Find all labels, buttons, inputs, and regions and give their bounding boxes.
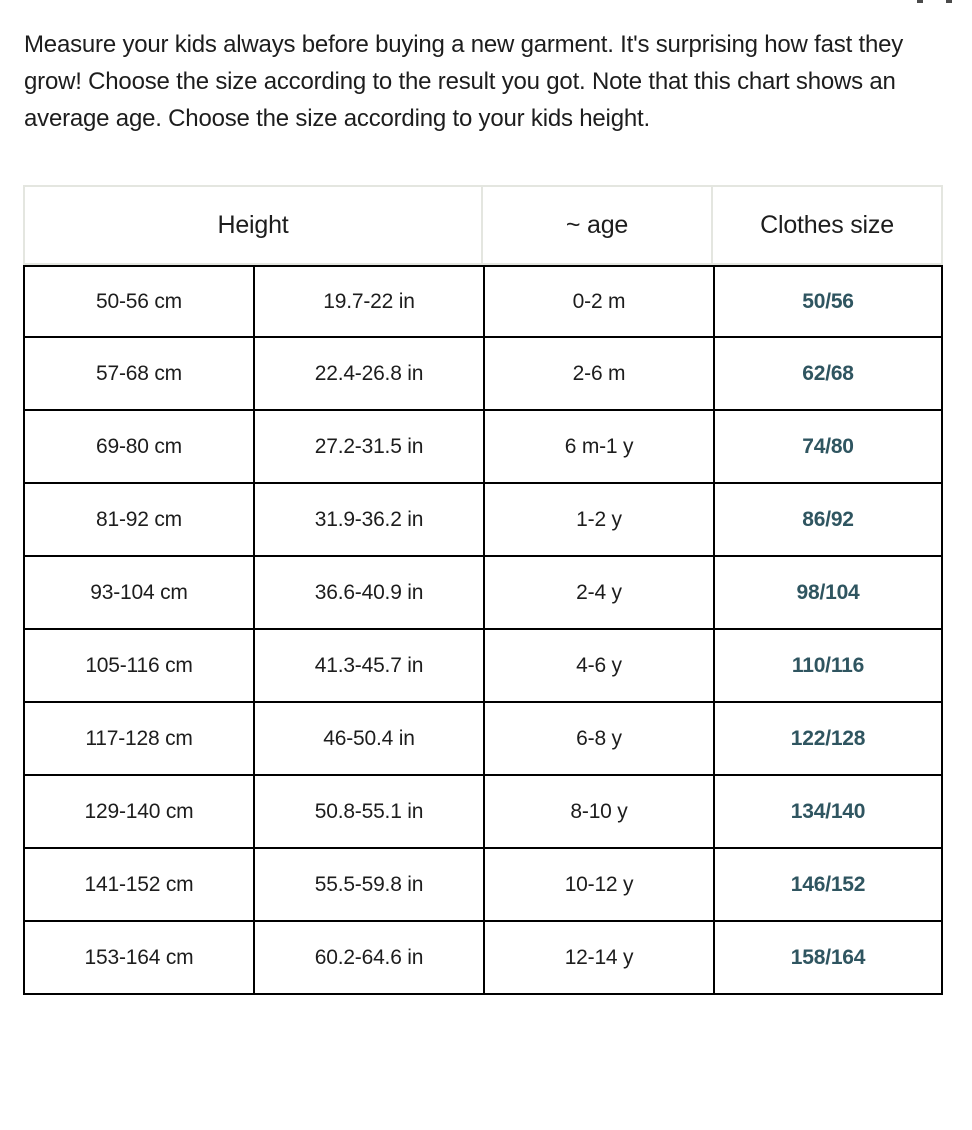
clothes-size-cell: 62/68 bbox=[713, 338, 943, 411]
height-in-cell: 22.4-26.8 in bbox=[253, 338, 483, 411]
height-in-cell: 50.8-55.1 in bbox=[253, 776, 483, 849]
height-in-cell: 41.3-45.7 in bbox=[253, 630, 483, 703]
clothes-size-cell: 98/104 bbox=[713, 557, 943, 630]
column-header-height: Height bbox=[23, 185, 483, 265]
height-cm-cell: 69-80 cm bbox=[23, 411, 253, 484]
table-row bbox=[23, 776, 943, 849]
clipped-top-right-fragment bbox=[917, 0, 952, 3]
intro-text: Measure your kids always before buying a new garment. It's surprising how fast they grow! Choose the size according to the result you got. Note that this chart shows an average age. Choose the size according to your kids height. bbox=[24, 31, 904, 132]
height-in-cell: 19.7-22 in bbox=[253, 265, 483, 338]
age-cell: 8-10 y bbox=[483, 776, 713, 849]
kids-size-chart-table bbox=[23, 185, 943, 995]
header-row bbox=[23, 185, 943, 265]
age-cell: 10-12 y bbox=[483, 849, 713, 922]
clothes-size-cell: 122/128 bbox=[713, 703, 943, 776]
height-in-cell: 60.2-64.6 in bbox=[253, 922, 483, 995]
table-row bbox=[23, 557, 943, 630]
height-cm-cell: 105-116 cm bbox=[23, 630, 253, 703]
height-in-cell: 31.9-36.2 in bbox=[253, 484, 483, 557]
height-in-cell: 46-50.4 in bbox=[253, 703, 483, 776]
age-cell: 1-2 y bbox=[483, 484, 713, 557]
clothes-size-cell: 110/116 bbox=[713, 630, 943, 703]
column-header-age: ~ age bbox=[483, 185, 713, 265]
clothes-size-cell: 74/80 bbox=[713, 411, 943, 484]
table-row bbox=[23, 849, 943, 922]
column-header-clothes-size: Clothes size bbox=[713, 185, 943, 265]
age-cell: 2-6 m bbox=[483, 338, 713, 411]
clothes-size-cell: 134/140 bbox=[713, 776, 943, 849]
clothes-size-cell: 158/164 bbox=[713, 922, 943, 995]
table-row bbox=[23, 630, 943, 703]
table-row bbox=[23, 703, 943, 776]
age-cell: 4-6 y bbox=[483, 630, 713, 703]
age-cell: 2-4 y bbox=[483, 557, 713, 630]
table-row bbox=[23, 338, 943, 411]
age-cell: 12-14 y bbox=[483, 922, 713, 995]
table-row bbox=[23, 484, 943, 557]
age-cell: 6-8 y bbox=[483, 703, 713, 776]
height-cm-cell: 117-128 cm bbox=[23, 703, 253, 776]
height-cm-cell: 153-164 cm bbox=[23, 922, 253, 995]
table-row bbox=[23, 411, 943, 484]
height-cm-cell: 81-92 cm bbox=[23, 484, 253, 557]
height-cm-cell: 57-68 cm bbox=[23, 338, 253, 411]
height-cm-cell: 93-104 cm bbox=[23, 557, 253, 630]
clothes-size-cell: 146/152 bbox=[713, 849, 943, 922]
height-in-cell: 36.6-40.9 in bbox=[253, 557, 483, 630]
table-row bbox=[23, 922, 943, 995]
height-in-cell: 27.2-31.5 in bbox=[253, 411, 483, 484]
height-cm-cell: 50-56 cm bbox=[23, 265, 253, 338]
clothes-size-cell: 86/92 bbox=[713, 484, 943, 557]
age-cell: 6 m-1 y bbox=[483, 411, 713, 484]
height-cm-cell: 141-152 cm bbox=[23, 849, 253, 922]
height-cm-cell: 129-140 cm bbox=[23, 776, 253, 849]
height-in-cell: 55.5-59.8 in bbox=[253, 849, 483, 922]
age-cell: 0-2 m bbox=[483, 265, 713, 338]
clothes-size-cell: 50/56 bbox=[713, 265, 943, 338]
table-row bbox=[23, 265, 943, 338]
